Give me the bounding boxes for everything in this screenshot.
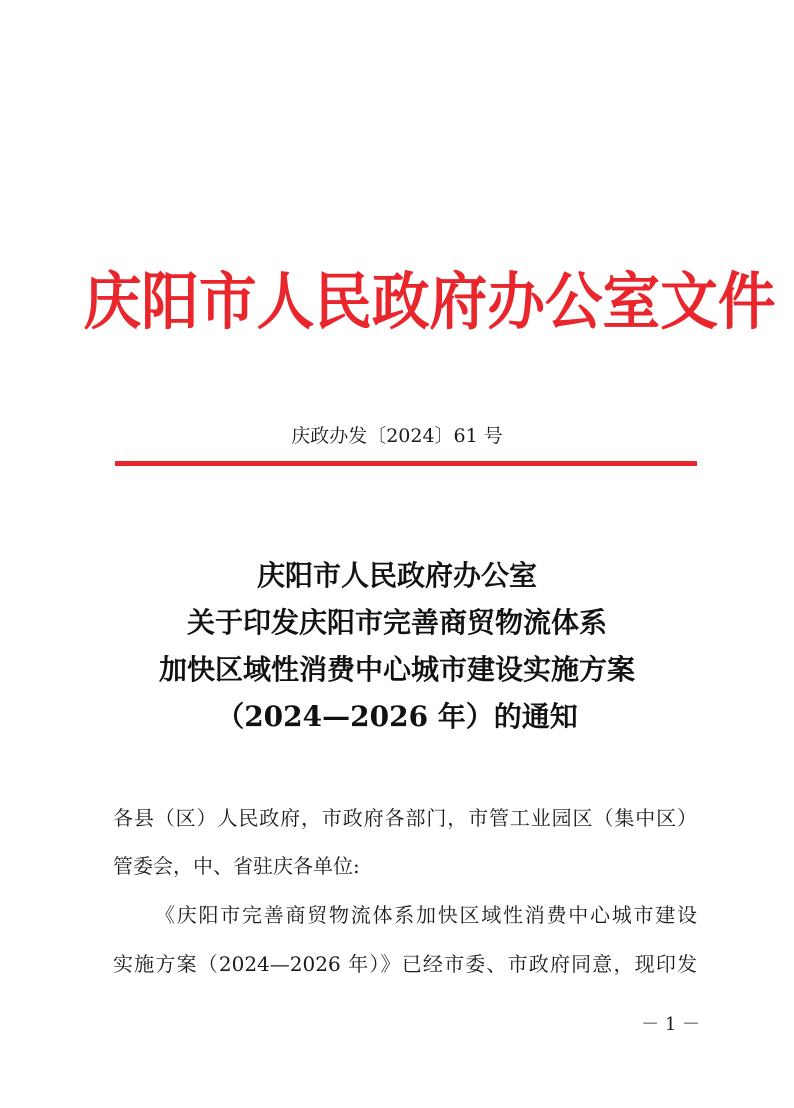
document-number: 庆政办发〔2024〕61 号 bbox=[291, 425, 503, 447]
notice-title bbox=[60, 552, 734, 740]
paragraph-line-1: 《庆阳市完善商贸物流体系加快区域性消费中心城市建设 bbox=[155, 903, 697, 927]
recipients-line-1: 各县（区）人民政府，市政府各部门，市管工业园区（集中区） bbox=[113, 806, 697, 830]
page-number: － 1 － bbox=[641, 1014, 700, 1035]
paragraph-line-2: 实施方案（2024—2026 年）》已经市委、市政府同意，现印发 bbox=[113, 952, 697, 976]
notice-title-line-4: （2024—2026 年）的通知 bbox=[216, 700, 578, 733]
document-header-title: 庆阳市人民政府办公室文件 bbox=[83, 265, 776, 338]
notice-title-line-3: 加快区域性消费中心城市建设实施方案 bbox=[158, 653, 635, 686]
notice-title-line-2: 关于印发庆阳市完善商贸物流体系 bbox=[186, 606, 607, 639]
recipients-line-2: 管委会，中、省驻庆各单位: bbox=[113, 854, 360, 878]
notice-title-line-1: 庆阳市人民政府办公室 bbox=[256, 559, 537, 592]
header-red-rule bbox=[115, 461, 697, 466]
